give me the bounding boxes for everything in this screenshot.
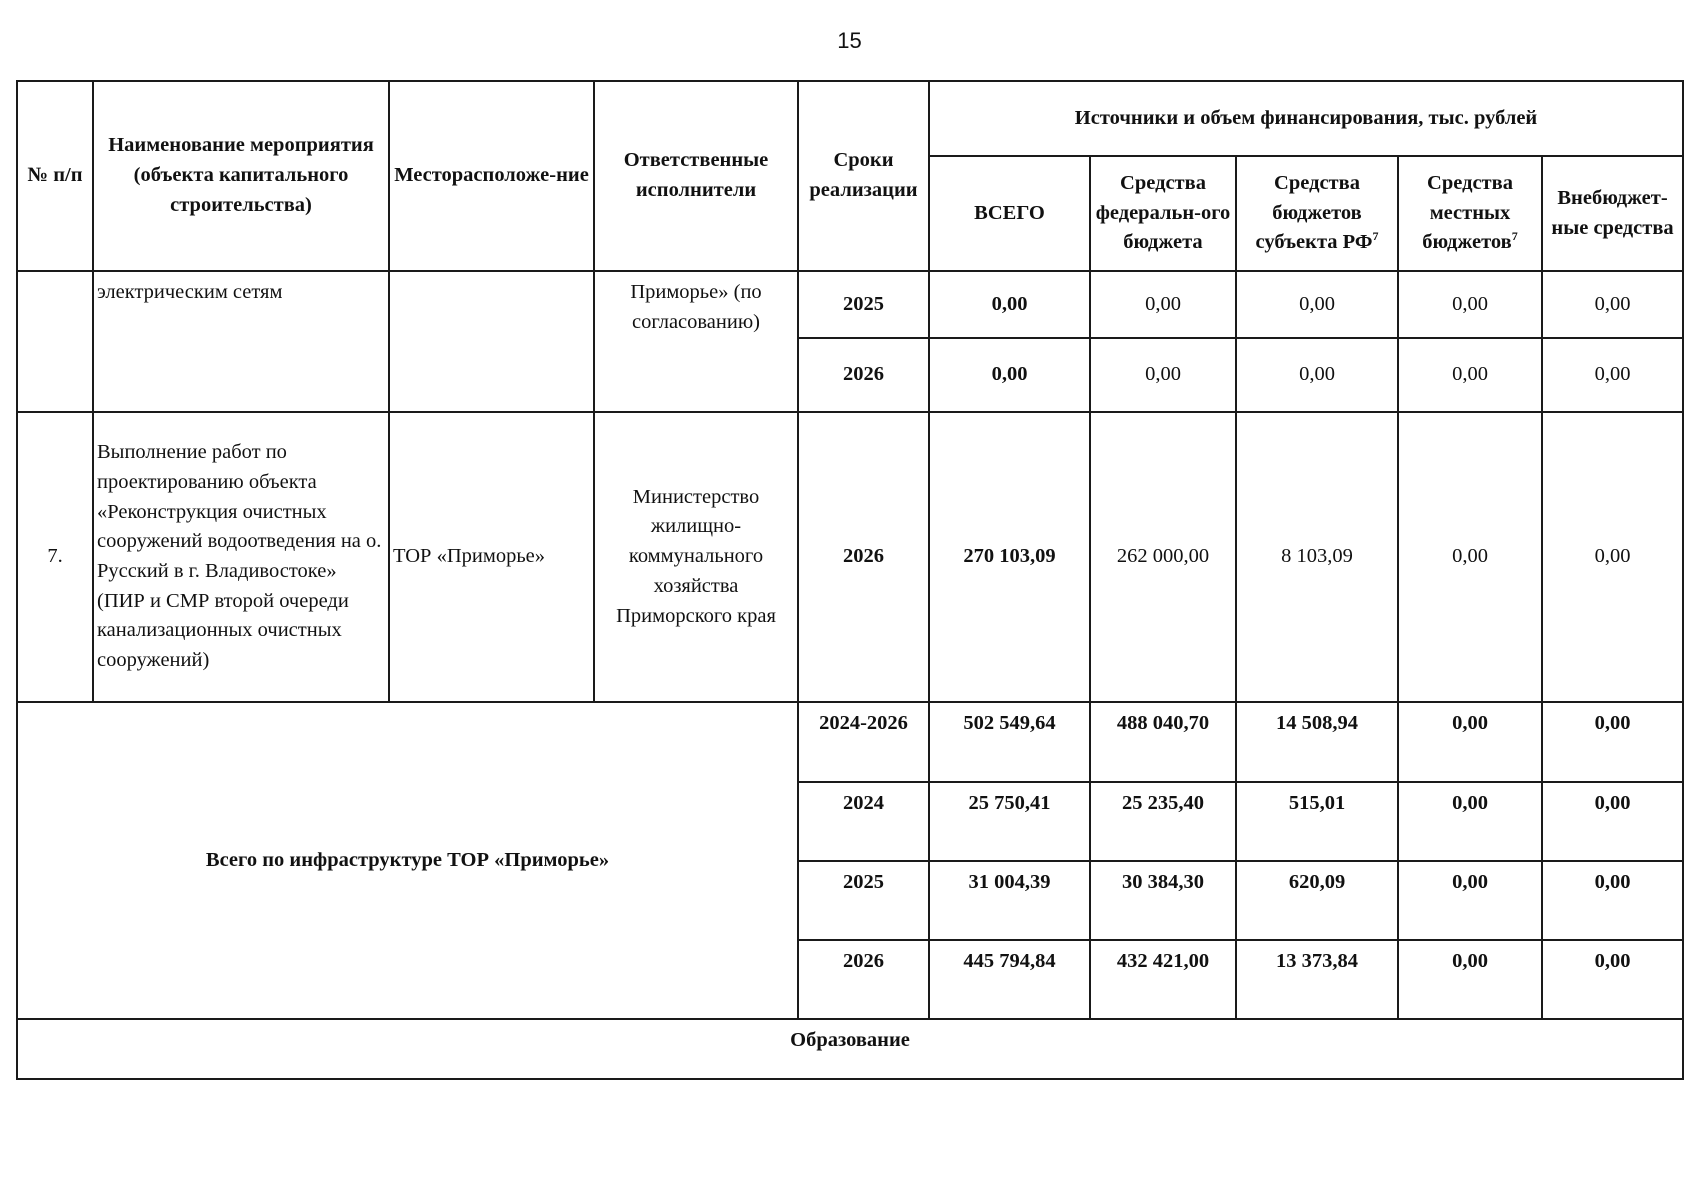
header-location: Месторасположе-ние xyxy=(389,81,594,271)
section-row xyxy=(17,1019,1683,1079)
summary-extra: 0,00 xyxy=(1542,782,1683,861)
header-name: Наименование мероприятия (объекта капитального строительства) xyxy=(93,81,389,271)
cont-local: 0,00 xyxy=(1398,271,1542,338)
summary-extra: 0,00 xyxy=(1542,940,1683,1019)
header-local-text: Средства местных бюджетов xyxy=(1422,171,1513,254)
header-subject-text: Средства бюджетов субъекта РФ xyxy=(1255,171,1373,254)
header-local xyxy=(1398,156,1542,271)
cont-subject: 0,00 xyxy=(1236,271,1398,338)
summary-local: 0,00 xyxy=(1398,940,1542,1019)
cont-total: 0,00 xyxy=(929,271,1090,338)
summary-year: 2025 xyxy=(798,861,929,940)
summary-subject: 620,09 xyxy=(1236,861,1398,940)
summary-federal: 488 040,70 xyxy=(1090,702,1236,782)
item7-location: ТОР «Приморье» xyxy=(389,412,594,702)
cont-federal: 0,00 xyxy=(1090,271,1236,338)
footnote-mark: 7 xyxy=(1372,229,1379,244)
item7-responsible: Министерство жилищно-коммунального хозяйства Приморского края xyxy=(594,412,798,702)
header-responsible: Ответственные исполнители xyxy=(594,81,798,271)
summary-year: 2024 xyxy=(798,782,929,861)
header-total: ВСЕГО xyxy=(929,156,1090,271)
cont-num-cell xyxy=(17,271,93,412)
summary-local: 0,00 xyxy=(1398,782,1542,861)
summary-federal: 432 421,00 xyxy=(1090,940,1236,1019)
item7-year: 2026 xyxy=(798,412,929,702)
summary-total: 445 794,84 xyxy=(929,940,1090,1019)
summary-year: 2026 xyxy=(798,940,929,1019)
header-federal: Средства федеральн-ого бюджета xyxy=(1090,156,1236,271)
page-number: 15 xyxy=(837,28,862,53)
summary-subject: 14 508,94 xyxy=(1236,702,1398,782)
summary-local: 0,00 xyxy=(1398,861,1542,940)
header-row-1 xyxy=(17,81,1683,156)
cont-extra: 0,00 xyxy=(1542,338,1683,412)
section-title: Образование xyxy=(17,1019,1683,1079)
table-row xyxy=(17,271,1683,338)
header-funding: Источники и объем финансирования, тыс. рублей xyxy=(929,81,1683,156)
summary-federal: 30 384,30 xyxy=(1090,861,1236,940)
summary-subject: 13 373,84 xyxy=(1236,940,1398,1019)
summary-row xyxy=(17,702,1683,782)
header-num: № п/п xyxy=(17,81,93,271)
item7-total: 270 103,09 xyxy=(929,412,1090,702)
summary-total: 502 549,64 xyxy=(929,702,1090,782)
item7-subject: 8 103,09 xyxy=(1236,412,1398,702)
header-period: Сроки реализации xyxy=(798,81,929,271)
cont-total: 0,00 xyxy=(929,338,1090,412)
summary-label: Всего по инфраструктуре ТОР «Приморье» xyxy=(17,702,798,1019)
cont-responsible: Приморье» (по согласованию) xyxy=(594,271,798,412)
summary-year: 2024-2026 xyxy=(798,702,929,782)
cont-location-cell xyxy=(389,271,594,412)
item7-num: 7. xyxy=(17,412,93,702)
item7-federal: 262 000,00 xyxy=(1090,412,1236,702)
summary-local: 0,00 xyxy=(1398,702,1542,782)
footnote-mark: 7 xyxy=(1511,229,1518,244)
item7-local: 0,00 xyxy=(1398,412,1542,702)
cont-federal: 0,00 xyxy=(1090,338,1236,412)
cont-subject: 0,00 xyxy=(1236,338,1398,412)
summary-federal: 25 235,40 xyxy=(1090,782,1236,861)
cont-year: 2026 xyxy=(798,338,929,412)
item7-extra: 0,00 xyxy=(1542,412,1683,702)
summary-extra: 0,00 xyxy=(1542,861,1683,940)
summary-subject: 515,01 xyxy=(1236,782,1398,861)
cont-extra: 0,00 xyxy=(1542,271,1683,338)
cont-local: 0,00 xyxy=(1398,338,1542,412)
funding-table xyxy=(16,80,1684,1080)
summary-total: 25 750,41 xyxy=(929,782,1090,861)
cont-year: 2025 xyxy=(798,271,929,338)
table-row xyxy=(17,412,1683,702)
summary-total: 31 004,39 xyxy=(929,861,1090,940)
summary-extra: 0,00 xyxy=(1542,702,1683,782)
item7-name: Выполнение работ по проектированию объекта «Реконструкция очистных сооружений водоотведения на о. Русский в г. Владивостоке» (ПИР и СМР второй очереди канализационных очистных сооружений) xyxy=(93,412,389,702)
cont-name: электрическим сетям xyxy=(93,271,389,412)
header-subject xyxy=(1236,156,1398,271)
header-extra: Внебюджет-ные средства xyxy=(1542,156,1683,271)
